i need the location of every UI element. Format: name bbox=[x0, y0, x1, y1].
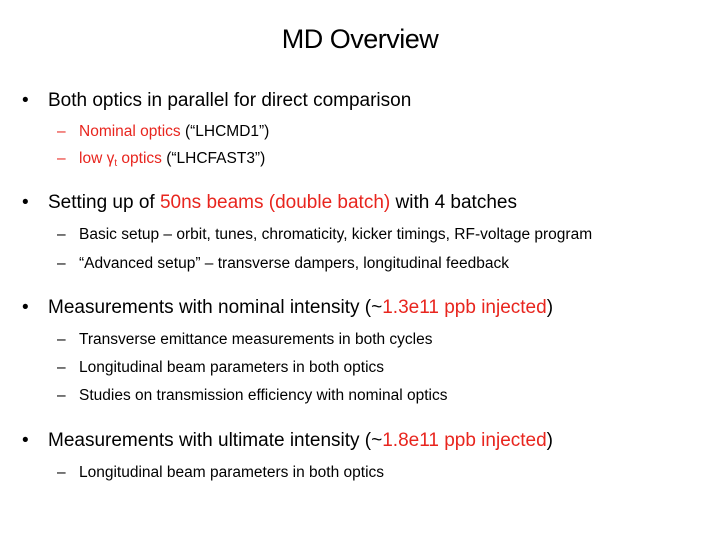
bullet-text-before: Measurements with ultimate intensity (~ bbox=[48, 430, 383, 451]
sub-bullet-marker: – bbox=[57, 464, 66, 481]
sub-bullet-marker: – bbox=[57, 359, 66, 376]
sub-item-text: (“LHCMD1”) bbox=[180, 123, 270, 140]
sub-item-longitudinal-parameters bbox=[57, 358, 384, 378]
sub-item-text: Longitudinal beam parameters in both optics bbox=[79, 464, 385, 481]
sub-item-text: Transverse emittance measurements in both cycles bbox=[79, 331, 433, 348]
sub-item-text: (“LHCFAST3”) bbox=[161, 150, 266, 167]
sub-item-highlight: Nominal optics bbox=[79, 123, 181, 140]
bullet-text-after: with 4 batches bbox=[390, 192, 517, 213]
gamma-label: low γ bbox=[79, 150, 115, 167]
sub-item-highlight bbox=[79, 150, 162, 167]
sub-item-longitudinal-parameters-ultimate bbox=[57, 463, 384, 483]
bullet-highlight: 1.8e11 ppb injected bbox=[382, 430, 547, 451]
sub-item-text: Longitudinal beam parameters in both optics bbox=[79, 359, 385, 376]
bullet-text: Both optics in parallel for direct comparison bbox=[48, 90, 412, 111]
bullet-optics-comparison bbox=[22, 89, 411, 113]
bullet-nominal-intensity bbox=[22, 296, 553, 320]
sub-item-low-gamma-optics bbox=[57, 149, 265, 169]
sub-bullet-marker: – bbox=[57, 150, 66, 167]
bullet-marker: • bbox=[22, 297, 29, 318]
sub-item-advanced-setup bbox=[57, 254, 509, 274]
sub-item-transmission-efficiency bbox=[57, 386, 447, 406]
sub-item-transverse-emittance bbox=[57, 330, 433, 350]
bullet-highlight: 50ns beams (double batch) bbox=[159, 192, 391, 213]
bullet-marker: • bbox=[22, 192, 29, 213]
sub-bullet-marker: – bbox=[57, 331, 66, 348]
sub-item-text: Studies on transmission efficiency with nominal optics bbox=[79, 387, 448, 404]
optics-label: optics bbox=[117, 150, 162, 167]
bullet-text-after: ) bbox=[546, 297, 554, 318]
sub-item-nominal-optics bbox=[57, 122, 269, 142]
sub-item-text: Basic setup – orbit, tunes, chromaticity, kicker timings, RF-voltage program bbox=[79, 226, 593, 243]
gamma-subscript: t bbox=[114, 158, 118, 169]
bullet-marker: • bbox=[22, 430, 29, 451]
bullet-text-before: Setting up of bbox=[48, 192, 160, 213]
sub-item-text: “Advanced setup” – transverse dampers, longitudinal feedback bbox=[79, 255, 509, 272]
bullet-highlight: 1.3e11 ppb injected bbox=[382, 297, 547, 318]
bullet-text-after: ) bbox=[546, 430, 553, 451]
bullet-beam-setup bbox=[22, 191, 517, 215]
bullet-ultimate-intensity bbox=[22, 429, 553, 453]
slide-title: MD Overview bbox=[281, 24, 439, 54]
sub-bullet-marker: – bbox=[57, 255, 66, 272]
bullet-marker: • bbox=[22, 90, 29, 111]
sub-bullet-marker: – bbox=[57, 387, 66, 404]
sub-bullet-marker: – bbox=[57, 123, 66, 140]
sub-bullet-marker: – bbox=[57, 226, 66, 243]
sub-item-basic-setup bbox=[57, 225, 592, 245]
bullet-text-before: Measurements with nominal intensity (~ bbox=[48, 297, 383, 318]
